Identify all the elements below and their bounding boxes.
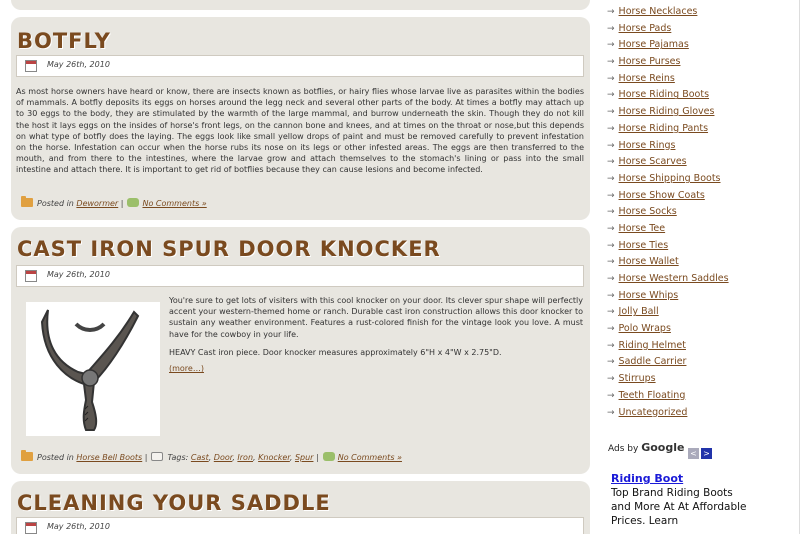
sidebar-item-link[interactable]: Horse Scarves — [618, 156, 687, 168]
sidebar-item[interactable] — [607, 188, 729, 205]
ad-nav — [688, 441, 714, 460]
sidebar-item-link[interactable]: Horse Wallet — [618, 256, 679, 268]
sidebar-item-link[interactable]: Horse Western Saddles — [618, 273, 729, 284]
sidebar-item[interactable] — [607, 87, 729, 104]
comments-link[interactable]: No Comments » — [142, 199, 207, 208]
arrow-right-icon: → — [607, 340, 615, 351]
sidebar-item-link[interactable]: Saddle Carrier — [618, 356, 687, 368]
sidebar-item[interactable] — [607, 21, 729, 38]
posted-in-label: Posted in — [37, 453, 74, 462]
category-link[interactable]: Horse Bell Boots — [76, 453, 143, 462]
post-body: You're sure to get lots of visiters with this cool knocker on your door. Its clever spur shape will perfectly accent your western-themed home or ranch. Durable cast iron construction allows this door knocker to sustain any weather environment. Features a rust-colored finish for the vintage look you love. A must have for the cowboy in your life. — [169, 296, 583, 339]
post-title[interactable]: CLEANING YOUR SADDLE — [17, 491, 331, 515]
arrow-right-icon: → — [607, 90, 615, 101]
sidebar-item[interactable] — [607, 354, 729, 371]
post-body: As most horse owners have heard or know, there are insects known as botflies, or hairy flies whose larvae live as parasites within the bodies of mammals. A botfly deposits its eggs on horses around the legg neck and several other parts of the body. At times a botfly may attach up to 30 eggs to the body, they are stimulated by the warmth of the large mammal, and burrow underneath the skin. Though they do not kill the host it lays eggs on the insides of horse's front legs, on the cannon bone and knees, and at times on the throat or nose,but this depends on what type of botfly does the laying. The eggs look like small yellow drops of paint and must be removed carefully to prevent infestation on the horse. Infestation can occur when the horse rubs its nose on its legs or other infested areas. The eggs are then transferred to the mouth, and from there to the intestines, where the larvae grow and attach themselves to the stomach's lining or pass into the small intestine and attach there. It is important to get rid of botflies because they can cause lesions and become infected. — [16, 87, 584, 175]
arrow-right-icon: → — [607, 324, 615, 335]
calendar-icon — [25, 60, 37, 72]
sidebar-item-link[interactable]: Horse Pads — [618, 22, 672, 34]
sidebar-item-link[interactable]: Horse Reins — [618, 72, 675, 84]
sidebar — [600, 0, 800, 534]
sidebar-item-link[interactable]: Riding Helmet — [618, 339, 686, 351]
arrow-right-icon: → — [607, 123, 615, 134]
sidebar-item-link[interactable]: Uncategorized — [618, 406, 688, 418]
sidebar-item-link[interactable]: Polo Wraps — [618, 323, 671, 335]
sidebar-item[interactable] — [607, 37, 729, 54]
folder-icon — [21, 198, 33, 207]
post-date: May 26th, 2010 — [47, 270, 110, 279]
post-cleaning-saddle — [11, 481, 590, 534]
post-spur-door-knocker — [11, 227, 590, 474]
sidebar-item[interactable] — [607, 54, 729, 71]
sidebar-item[interactable] — [607, 221, 729, 238]
ads-by-label: Ads by — [608, 444, 639, 454]
arrow-right-icon: → — [607, 207, 615, 218]
sidebar-item-link[interactable]: Stirrups — [618, 373, 656, 385]
arrow-right-icon: → — [607, 290, 615, 301]
sidebar-item-link[interactable]: Horse Socks — [618, 206, 677, 218]
tag-icon — [151, 452, 163, 461]
post-date: May 26th, 2010 — [47, 60, 110, 69]
arrow-right-icon: → — [607, 390, 615, 401]
sidebar-item-link[interactable]: Horse Purses — [618, 56, 681, 68]
previous-post-remnant — [11, 0, 590, 10]
tag-link[interactable]: Door — [213, 453, 233, 462]
arrow-right-icon: → — [607, 57, 615, 68]
arrow-right-icon: → — [607, 240, 615, 251]
sidebar-item-link[interactable]: Horse Riding Boots — [618, 89, 710, 101]
sidebar-item-link[interactable]: Horse Whips — [618, 289, 679, 301]
sidebar-item[interactable] — [607, 104, 729, 121]
ad-text: Top Brand Riding Boots and More At At Affordable Prices. Learn — [611, 487, 747, 527]
meta-separator: | — [316, 453, 319, 462]
sidebar-item[interactable] — [607, 288, 729, 305]
arrow-right-icon: → — [607, 7, 615, 17]
comment-icon — [323, 452, 335, 461]
tag-link[interactable]: Cast — [190, 453, 209, 462]
next-arrow-icon[interactable]: > — [701, 448, 712, 459]
arrow-right-icon: → — [607, 107, 615, 118]
more-link[interactable]: (more…) — [169, 364, 204, 373]
arrow-right-icon: → — [607, 73, 615, 84]
meta-separator: | — [120, 199, 124, 208]
sidebar-item-link[interactable]: Jolly Ball — [618, 306, 659, 318]
sidebar-item[interactable] — [607, 121, 729, 138]
sidebar-item-link[interactable]: Horse Riding Gloves — [618, 106, 715, 118]
arrow-right-icon: → — [607, 407, 615, 418]
google-logo: Google — [641, 441, 685, 454]
sidebar-item[interactable] — [607, 171, 729, 188]
ads-by-google[interactable] — [608, 441, 684, 454]
sidebar-item[interactable] — [607, 271, 729, 288]
comment-icon — [127, 198, 139, 207]
sidebar-item[interactable] — [607, 154, 729, 171]
sidebar-item[interactable] — [607, 388, 729, 405]
tag-link[interactable]: Iron — [237, 453, 254, 462]
prev-arrow-icon[interactable]: < — [688, 448, 699, 459]
sidebar-item[interactable] — [607, 71, 729, 88]
sidebar-item-link[interactable]: Horse Ties — [618, 239, 669, 251]
arrow-right-icon: → — [607, 223, 615, 234]
posted-in-label: Posted in — [37, 199, 74, 208]
sidebar-item-link[interactable]: Horse Necklaces — [618, 6, 698, 17]
date-bar — [16, 265, 584, 287]
sidebar-item[interactable] — [607, 254, 729, 271]
calendar-icon — [25, 270, 37, 282]
sidebar-item[interactable] — [607, 4, 729, 21]
sidebar-item[interactable] — [607, 338, 729, 355]
arrow-right-icon: → — [607, 307, 615, 318]
arrow-right-icon: → — [607, 157, 615, 168]
ad-title-link[interactable]: Riding Boot — [611, 472, 684, 485]
post-meta: Posted in Horse Bell Boots | Tags: Cast, Door, Iron, Knocker, Spur | No Comments » — [21, 452, 402, 462]
comments-link[interactable]: No Comments » — [337, 453, 402, 462]
folder-icon — [21, 452, 33, 461]
post-botfly — [11, 17, 590, 220]
arrow-right-icon: → — [607, 190, 615, 201]
sidebar-item-link[interactable]: Horse Riding Pants — [618, 122, 709, 134]
arrow-right-icon: → — [607, 173, 615, 184]
sidebar-item[interactable] — [607, 405, 729, 422]
product-image[interactable] — [26, 302, 160, 436]
arrow-right-icon: → — [607, 40, 615, 51]
category-link[interactable]: Dewormer — [76, 199, 119, 208]
post-title[interactable]: CAST IRON SPUR DOOR KNOCKER — [17, 237, 441, 261]
arrow-right-icon: → — [607, 23, 615, 34]
sidebar-item-link[interactable]: Horse Pajamas — [618, 39, 689, 51]
sidebar-item-link[interactable]: Horse Rings — [618, 139, 676, 151]
sidebar-item[interactable] — [607, 371, 729, 388]
meta-separator: | — [144, 453, 148, 462]
arrow-right-icon: → — [607, 140, 615, 151]
post-body-dimensions: HEAVY Cast iron piece. Door knocker measures approximately 6"H x 4"W x 2.75"D. — [169, 348, 502, 357]
sidebar-item-link[interactable]: Horse Show Coats — [618, 189, 705, 201]
post-title[interactable]: BOTFLY — [17, 29, 111, 53]
sidebar-item-link[interactable]: Teeth Floating — [618, 389, 686, 401]
arrow-right-icon: → — [607, 257, 615, 268]
sidebar-item-link[interactable]: Horse Shipping Boots — [618, 172, 721, 184]
tags-label: Tags: — [167, 453, 189, 462]
category-list — [607, 4, 729, 421]
post-date: May 26th, 2010 — [47, 522, 110, 531]
tag-link[interactable]: Knocker — [258, 453, 290, 462]
arrow-right-icon: → — [607, 274, 615, 284]
tag-link[interactable]: Spur — [294, 453, 314, 462]
sidebar-item-link[interactable]: Horse Tee — [618, 222, 666, 234]
sidebar-item[interactable] — [607, 138, 729, 155]
sidebar-item[interactable] — [607, 238, 729, 255]
date-bar — [16, 517, 584, 534]
spur-knocker-image — [26, 302, 160, 436]
arrow-right-icon: → — [607, 357, 615, 368]
sidebar-item[interactable] — [607, 304, 729, 321]
sidebar-item[interactable] — [607, 321, 729, 338]
calendar-icon — [25, 522, 37, 534]
date-bar — [16, 55, 584, 77]
arrow-right-icon: → — [607, 374, 615, 385]
sidebar-item[interactable] — [607, 204, 729, 221]
post-meta — [21, 198, 207, 208]
